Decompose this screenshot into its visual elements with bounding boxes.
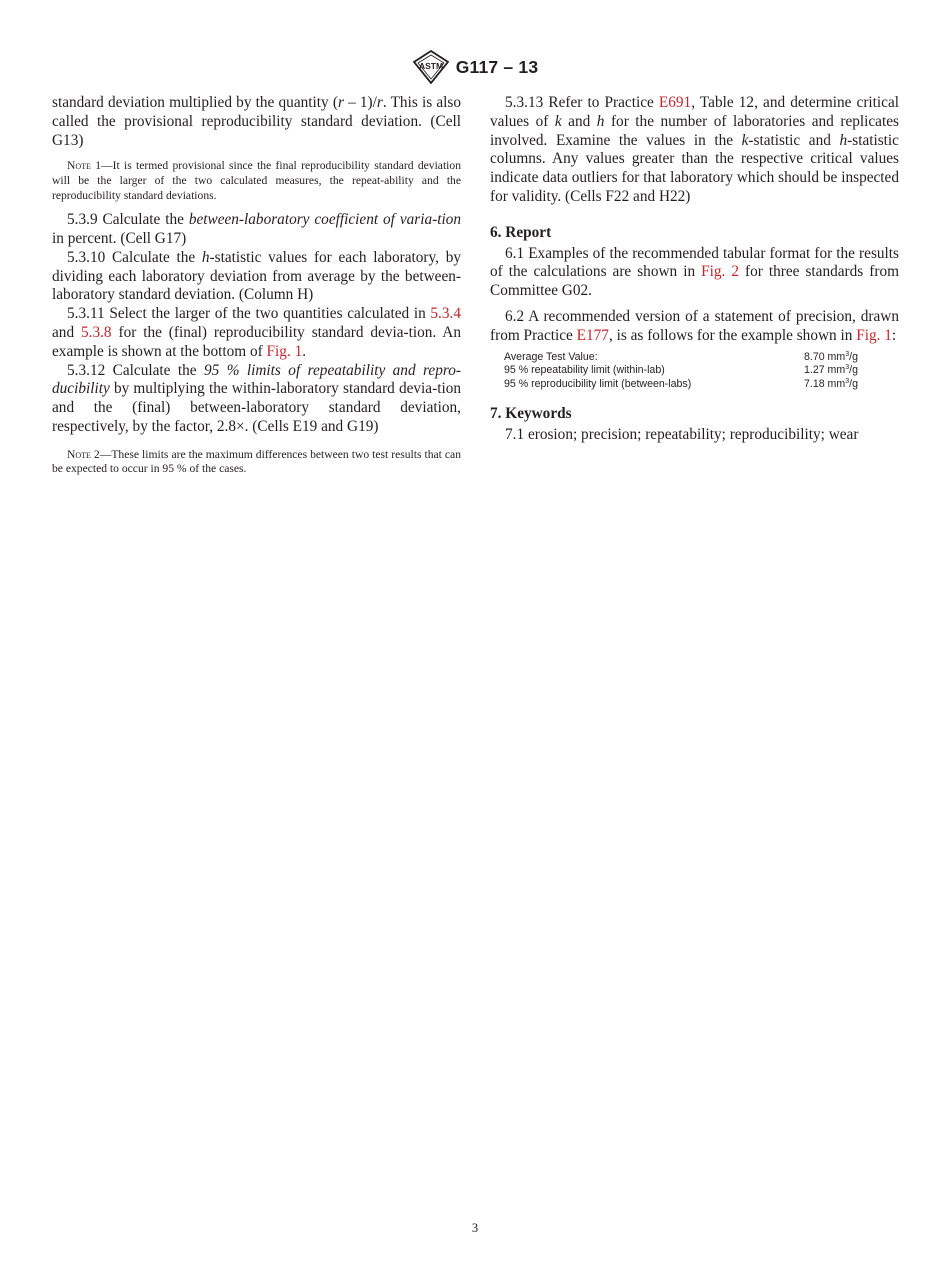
table-row — [504, 378, 866, 392]
table-row — [504, 364, 866, 378]
link-fig-1-right[interactable]: Fig. 1 — [856, 326, 892, 344]
precision-label: 95 % repeatability limit (within-lab) — [504, 364, 665, 377]
paragraph-6-2: 6.2 A recommended version of a statement of precision, drawn from Practice E177, is as follows for the example shown in Fig. 1: — [490, 307, 899, 344]
link-section-5-3-8[interactable]: 5.3.8 — [80, 323, 112, 341]
left-column — [52, 94, 461, 485]
section-6-heading: 6. Report — [490, 223, 552, 241]
precision-statement-table — [504, 351, 866, 392]
paragraph-7-1: 7.1 erosion; precision; repeatability; reproducibility; wear — [505, 425, 859, 443]
paragraph-5-3-11: 5.3.11 Select the larger of the two quantities calculated in 5.3.4 and 5.3.8 for the (final) reproducibility standard devia-tion. An example is shown at the bottom of Fig. 1. — [52, 305, 461, 360]
astm-logo-icon — [412, 50, 450, 84]
standard-designation: G117 – 13 — [455, 56, 539, 77]
link-e691[interactable]: E691 — [658, 94, 692, 111]
right-column — [490, 94, 899, 445]
link-fig-1[interactable]: Fig. 1 — [266, 342, 303, 360]
paragraph-5-3-9: 5.3.9 Calculate the between-laboratory coefficient of varia-tion in percent. (Cell G17) — [52, 211, 462, 247]
precision-value: 1.27 $mm^3/g$ — [804, 364, 858, 377]
table-row — [504, 351, 866, 365]
precision-value: 8.70 $mm^3/g$ — [804, 350, 858, 363]
precision-label: Average Test Value: — [504, 350, 598, 363]
paragraph-5-3-10: 5.3.10 Calculate the h-statistic values for each laboratory, by dividing each laboratory deviation from average by the between-laboratory standard deviation. (Column H) — [52, 248, 461, 304]
link-e177[interactable]: E177 — [576, 326, 609, 344]
section-7-heading: 7. Keywords — [490, 405, 572, 423]
precision-label: 95 % reproducibility limit (between-labs) — [504, 377, 692, 390]
page-number: 3 — [471, 1221, 479, 1235]
link-fig-2[interactable]: Fig. 2 — [701, 263, 740, 281]
astm-logo-text: ASTM — [418, 61, 443, 71]
precision-value: 7.18 $mm^3/g$ — [804, 377, 858, 390]
paragraph-5-3-13: 5.3.13 Refer to Practice E691, Table 12, and determine critical values of k and h for the number of laboratories and replicates involved. Examine the values in the k-statistic and h-statistic columns. Any values greater than the respective critical values indicate data outliers for that laboratory which should be inspected for validity. (Cells F22 and H22) — [490, 94, 899, 205]
paragraph-5-3-8-continued: standard deviation multiplied by the quantity (r – 1)/r. This is also called the provisional reproducibility standard deviation. (Cell G13) — [52, 94, 461, 149]
note-1: Note 1—It is termed provisional since the final reproducibility standard deviation will be the larger of the two calculated measures, the repeat-ability and the reproducibility standard deviations. — [52, 159, 461, 202]
paragraph-6-1: 6.1 Examples of the recommended tabular format for the results of the calculations are shown in Fig. 2 for three standards from Committee G02. — [490, 244, 900, 300]
link-section-5-3-4[interactable]: 5.3.4 — [430, 305, 461, 323]
note-2: Note 2—These limits are the maximum differences between two test results that can be expected to occur in 95 % of the cases. — [52, 447, 461, 476]
page-header — [0, 50, 950, 84]
paragraph-5-3-12: 5.3.12 Calculate the 95 % limits of repeatability and repro-ducibility by multiplying the within-laboratory standard devia-tion and the (final) between-laboratory standard deviation, respectively, by the factor, 2.8×. (Cells E19 and G19) — [52, 361, 461, 435]
